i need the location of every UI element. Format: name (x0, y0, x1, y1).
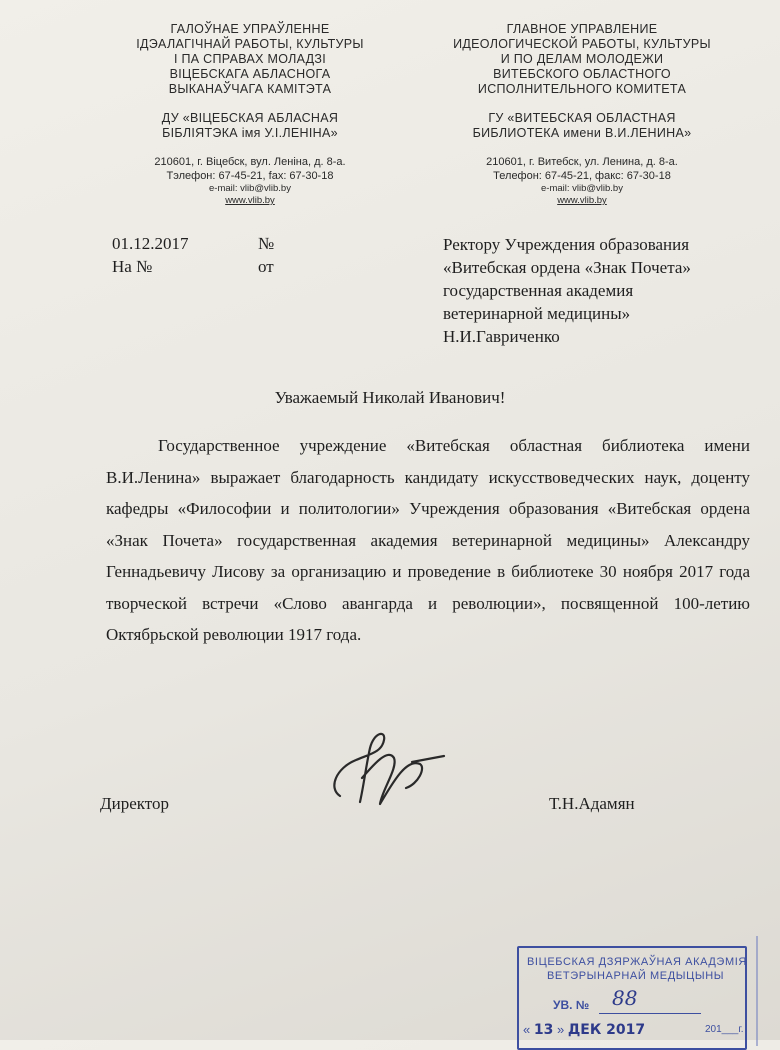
letterhead-russian (432, 22, 732, 207)
letter-number-label: № (258, 234, 275, 253)
letterhead-email: e-mail: vlib@vlib.by (209, 183, 291, 194)
signatory-name: Т.Н.Адамян (549, 794, 635, 813)
stamp-handwritten-number: 88 (612, 986, 638, 1010)
stamp-day: 13 (533, 1022, 554, 1038)
stamp-number-label: УВ. № (553, 998, 590, 1012)
letterhead-phone: Телефон: 67-45-21, факс: 67-30-18 (493, 170, 671, 182)
stamp-date: « 13 » ДЕК 2017 (523, 1022, 646, 1038)
letterhead-belarusian (100, 22, 400, 207)
letter-date: 01.12.2017 (112, 234, 189, 253)
letter-body: Государственное учреждение «Витебская областная библиотека имени В.И.Ленина» выражает благодарность кандидату искусствоведческих наук, доценту кафедры «Философии и политологии» Учреждения образования «Витебская ордена «Знак Почета» государственная академия ветеринарной медицины» Александру Геннадьевичу Лисову за организацию и проведение в библиотеке 30 ноября 2017 года творческой встречи «Слово авангарда и революции», посвященной 100-летию Октябрьской революции 1917 года. (106, 436, 750, 644)
recipient-block: Ректору Учреждения образования «Витебская ордена «Знак Почета» государственная академия ветеринарной медицины» Н.И.Гавриченко (443, 235, 691, 346)
stamp-org-line1: ВІЦЕБСКАЯ ДЗЯРЖАЎНАЯ АКАДЭМІЯ (527, 956, 747, 968)
letterhead-library-name: ГУ «ВИТЕБСКАЯ ОБЛАСТНАЯ БИБЛИОТЕКА имени В.И.ЛЕНИНА» (472, 111, 692, 140)
reference-number-label: На № (112, 257, 153, 276)
letterhead-library-name: ДУ «ВІЦЕБСКАЯ АБЛАСНАЯ БІБЛІЯТЭКА імя У.І.ЛЕНІНА» (161, 111, 339, 140)
letterhead-address: 210601, г. Витебск, ул. Ленина, д. 8-а. (486, 156, 678, 168)
letterhead-org-name: ГАЛОЎНАЕ УПРАЎЛЕННЕ ІДЭАЛАГІЧНАЙ РАБОТЫ, КУЛЬТУРЫ І ПА СПРАВАХ МОЛАДЗІ ВІЦЕБСКАГА АБЛАСНОГА ВЫКАНАЎЧАГА КАМІТЭТА (136, 22, 364, 96)
signatory-position: Директор (100, 794, 169, 813)
letterhead-org-name: ГЛАВНОЕ УПРАВЛЕНИЕ ИДЕОЛОГИЧЕСКОЙ РАБОТЫ, КУЛЬТУРЫ И ПО ДЕЛАМ МОЛОДЕЖИ ВИТЕБСКОГО ОБЛАСТНОГО ИСПОЛНИТЕЛЬНОГО КОМИТЕТА (453, 22, 711, 96)
stamp-month-year: ДЕК 2017 (567, 1022, 646, 1038)
stamp-org-line2: ВЕТЭРЫНАРНАЙ МЕДЫЦЫНЫ (547, 970, 725, 982)
registration-stamp (517, 946, 747, 1050)
stamp-year-suffix: 201___г. (705, 1024, 744, 1035)
letterhead-web: www.vlib.by (557, 195, 607, 206)
letterhead-address: 210601, г. Віцебск, вул. Леніна, д. 8-а. (154, 156, 346, 168)
salutation: Уважаемый Николай Иванович! (274, 388, 506, 407)
letterhead-web: www.vlib.by (225, 195, 275, 206)
letterhead-phone: Тэлефон: 67-45-21, fax: 67-30-18 (166, 170, 334, 182)
reference-date-label: от (258, 257, 274, 276)
letterhead-email: e-mail: vlib@vlib.by (541, 183, 623, 194)
handwritten-signature (322, 718, 452, 814)
